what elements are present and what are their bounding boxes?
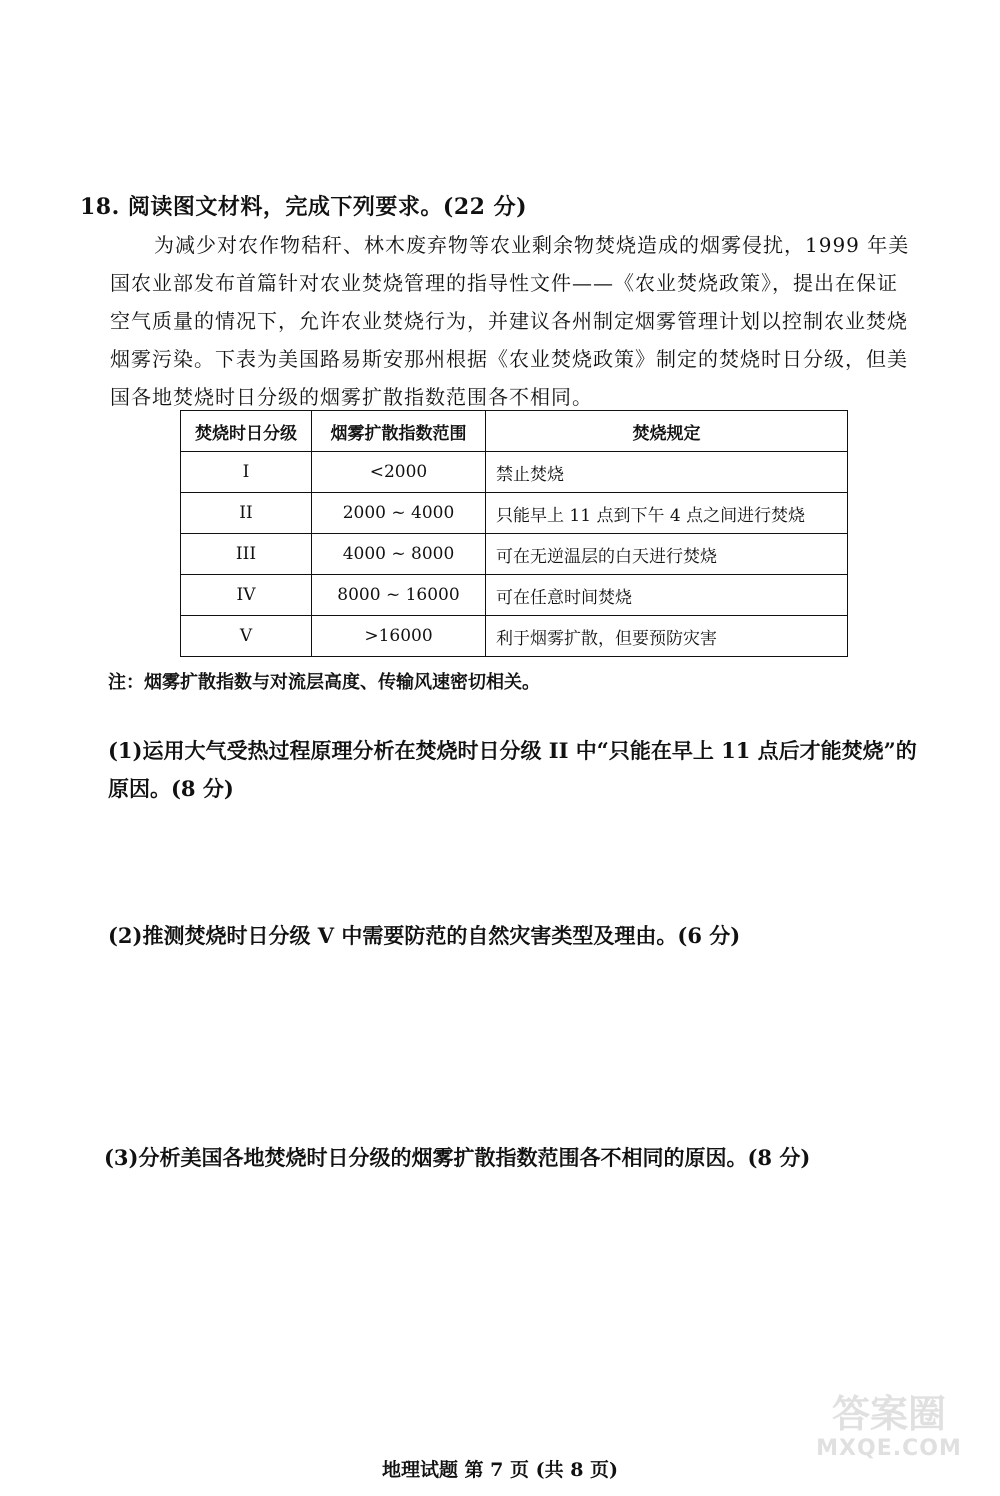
table-row bbox=[181, 575, 848, 616]
cell-rule: 可在无逆温层的白天进行焚烧 bbox=[486, 534, 848, 575]
cell-grade: IV bbox=[181, 575, 312, 616]
subquestion-2: (2)推测焚烧时日分级 V 中需要防范的自然灾害类型及理由。(6 分) bbox=[108, 923, 741, 948]
table-header-row bbox=[181, 411, 848, 452]
cell-grade: V bbox=[181, 616, 312, 657]
watermark-logo bbox=[814, 1380, 964, 1472]
cell-rule: 利于烟雾扩散，但要预防灾害 bbox=[486, 616, 848, 657]
header-range: 烟雾扩散指数范围 bbox=[312, 411, 486, 452]
question-title: 18. 阅读图文材料，完成下列要求。(22 分) bbox=[80, 194, 528, 220]
watermark-url: MXQE.COM bbox=[816, 1435, 962, 1461]
cell-rule: 禁止焚烧 bbox=[486, 452, 848, 493]
table-row bbox=[181, 534, 848, 575]
subquestion-1: (1)运用大气受热过程原理分析在焚烧时日分级 II 中“只能在早上 11 点后才能焚烧”的原因。(8 分) bbox=[108, 738, 917, 801]
cell-range: 4000 ~ 8000 bbox=[312, 534, 486, 575]
table-row bbox=[181, 452, 848, 493]
passage-text: 为减少对农作物秸秆、林木废弃物等农业剩余物焚烧造成的烟雾侵扰，1999 年美国农业部发布首篇针对农业焚烧管理的指导性文件——《农业焚烧政策》，提出在保证空气质量的情况下，允许农业焚烧行为，并建议各州制定烟雾管理计划以控制农业焚烧烟雾污染。下表为美国路易斯安那州根据《农业焚烧政策》制定的焚烧时日分级，但美国各地焚烧时日分级的烟雾扩散指数范围各不相同。 bbox=[110, 233, 910, 409]
subquestion-3: (3)分析美国各地焚烧时日分级的烟雾扩散指数范围各不相同的原因。(8 分) bbox=[104, 1145, 811, 1170]
cell-grade: I bbox=[181, 452, 312, 493]
cell-range: <2000 bbox=[312, 452, 486, 493]
header-rule: 焚烧规定 bbox=[486, 411, 848, 452]
table-row bbox=[181, 616, 848, 657]
header-grade: 焚烧时日分级 bbox=[181, 411, 312, 452]
cell-range: 2000 ~ 4000 bbox=[312, 493, 486, 534]
cell-grade: II bbox=[181, 493, 312, 534]
cell-range: 8000 ~ 16000 bbox=[312, 575, 486, 616]
cell-rule: 只能早上 11 点到下午 4 点之间进行焚烧 bbox=[486, 493, 848, 534]
question-passage bbox=[110, 226, 910, 416]
cell-grade: III bbox=[181, 534, 312, 575]
cell-range: >16000 bbox=[312, 616, 486, 657]
cell-rule: 可在任意时间焚烧 bbox=[486, 575, 848, 616]
page-footer: 地理试题 第 7 页 (共 8 页) bbox=[381, 1459, 619, 1481]
burning-grade-table bbox=[180, 410, 848, 657]
table-note: 注：烟雾扩散指数与对流层高度、传输风速密切相关。 bbox=[108, 672, 540, 693]
watermark-badge: 答案圈 bbox=[831, 1391, 946, 1436]
table-row bbox=[181, 493, 848, 534]
